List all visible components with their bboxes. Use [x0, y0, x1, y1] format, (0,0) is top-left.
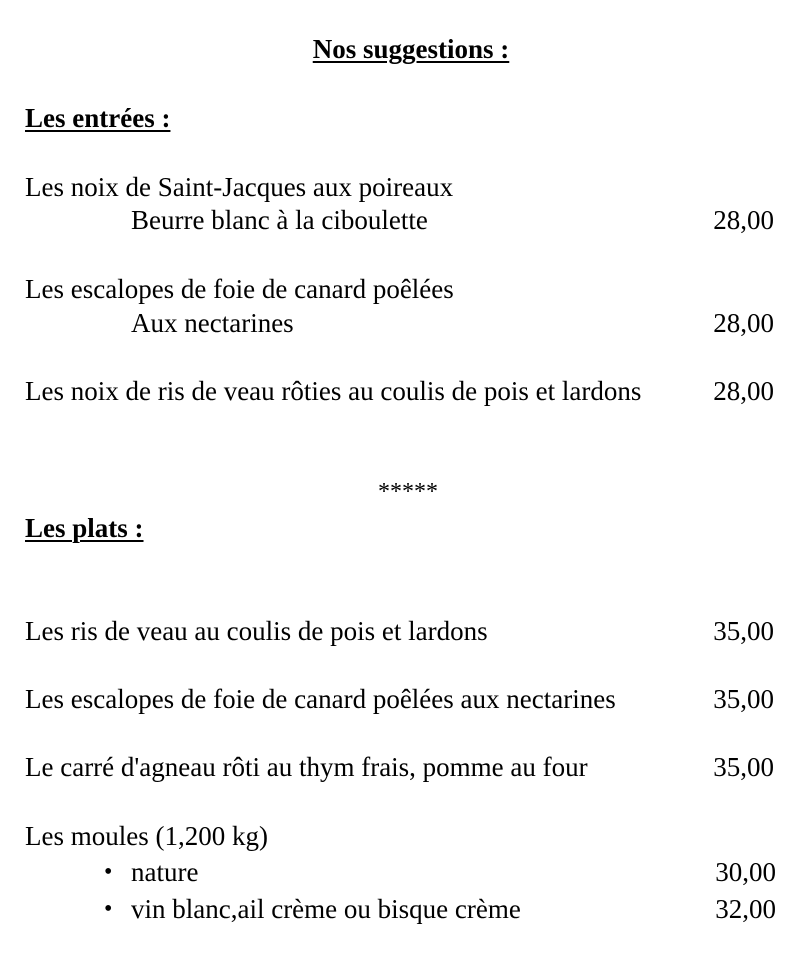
plat-1-name: Les ris de veau au coulis de pois et lardons — [25, 616, 488, 646]
entree-2-price: 28,00 — [713, 308, 774, 338]
plat-1-price: 35,00 — [713, 616, 774, 646]
section-heading-plats: Les plats : — [25, 513, 144, 543]
bullet-icon: • — [104, 896, 113, 922]
section-heading-entrees: Les entrées : — [25, 103, 171, 133]
entree-2-description: Aux nectarines — [131, 308, 294, 338]
entree-1-price: 28,00 — [713, 205, 774, 235]
entree-2-name: Les escalopes de foie de canard poêlées — [25, 274, 454, 304]
plat-3-price: 35,00 — [713, 752, 774, 782]
bullet-icon: • — [104, 859, 113, 885]
plat-2-name: Les escalopes de foie de canard poêlées aux nectarines — [25, 684, 616, 714]
plat-2-price: 35,00 — [713, 684, 774, 714]
entree-1-name: Les noix de Saint-Jacques aux poireaux — [25, 172, 454, 202]
moules-name: Les moules (1,200 kg) — [25, 821, 268, 851]
entree-3-price: 28,00 — [713, 376, 774, 406]
plat-3-name: Le carré d'agneau rôti au thym frais, pomme au four — [25, 752, 588, 782]
entree-3-name: Les noix de ris de veau rôties au coulis de pois et lardons — [25, 376, 642, 406]
moules-option-1-label: nature — [131, 857, 199, 887]
moules-option-1-price: 30,00 — [715, 857, 776, 887]
entree-1-description: Beurre blanc à la ciboulette — [131, 205, 428, 235]
page-title: Nos suggestions : — [312, 34, 510, 64]
moules-option-2-label: vin blanc,ail crème ou bisque crème — [131, 894, 521, 924]
moules-option-2-price: 32,00 — [715, 894, 776, 924]
section-separator: ***** — [378, 479, 438, 505]
